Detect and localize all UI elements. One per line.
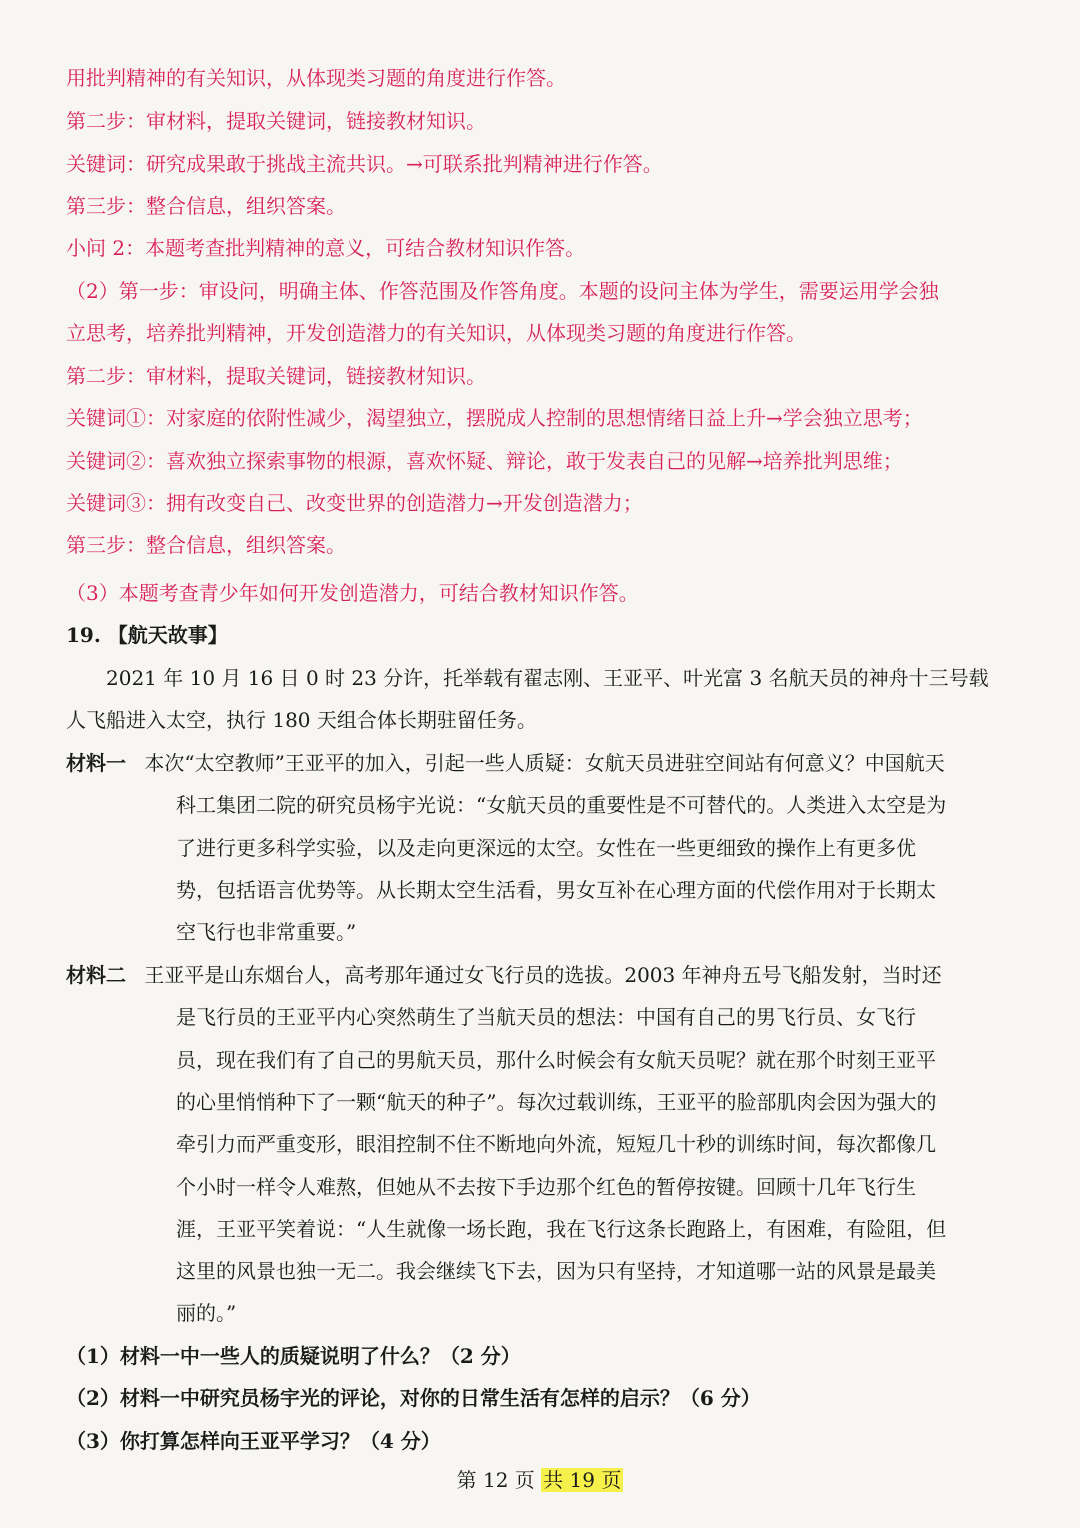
analysis-line: 小问 2：本题考查批判精神的意义，可结合教材知识作答。 (66, 236, 586, 260)
material-line: 的心里悄悄种下了一颗“航天的种子”。每次过载训练，王亚平的脸部肌肉会因为强大的 (176, 1090, 937, 1114)
material-line: 科工集团二院的研究员杨宇光说：“女航天员的重要性是不可替代的。人类进入太空是为 (176, 793, 947, 817)
material-two (66, 961, 1020, 989)
intro-line: 2021 年 10 月 16 日 0 时 23 分许，托举载有翟志刚、王亚平、叶光富 3 名航天员的神舟十三号载 (106, 666, 989, 690)
material-line: 丽的。” (176, 1301, 237, 1325)
intro-line: 人飞船进入太空，执行 180 天组合体长期驻留任务。 (66, 708, 537, 732)
analysis-line: （3）本题考查青少年如何开发创造潜力，可结合教材知识作答。 (66, 581, 639, 605)
material-two-text: 王亚平是山东烟台人，高考那年通过女飞行员的选拔。2003 年神舟五号飞船发射，当时还 (144, 963, 942, 987)
question-title: 19. 【航天故事】 (66, 623, 228, 647)
analysis-line: 关键词：研究成果敢于挑战主流共识。→可联系批判精神进行作答。 (66, 152, 663, 176)
analysis-line: 第二步：审材料，提取关键词，链接教材知识。 (66, 109, 486, 133)
material-line: 了进行更多科学实验，以及走向更深远的太空。女性在一些更细致的操作上有更多优 (176, 836, 916, 860)
sub-question-2: （2）材料一中研究员杨宇光的评论，对你的日常生活有怎样的启示？（6 分） (66, 1386, 761, 1410)
page-footer (0, 1466, 1080, 1494)
analysis-line: 第三步：整合信息，组织答案。 (66, 533, 346, 557)
analysis-line: 关键词①：对家庭的依附性减少，渴望独立，摆脱成人控制的思想情绪日益上升→学会独立思考； (66, 406, 923, 430)
page-number: 第 12 页 (456, 1468, 535, 1492)
analysis-line: 关键词②：喜欢独立探索事物的根源，喜欢怀疑、辩论，敢于发表自己的见解→培养批判思维； (66, 449, 903, 473)
material-one-text: 本次“太空教师”王亚平的加入，引起一些人质疑：女航天员进驻空间站有何意义？中国航天 (144, 751, 945, 775)
material-line: 涯，王亚平笑着说：“人生就像一场长跑，我在飞行这条长跑路上，有困难，有险阻，但 (176, 1217, 947, 1241)
material-line: 员，现在我们有了自己的男航天员，那什么时候会有女航天员呢？就在那个时刻王亚平 (176, 1048, 936, 1072)
material-two-label: 材料二 (66, 963, 126, 987)
sub-question-3: （3）你打算怎样向王亚平学习？（4 分） (66, 1429, 441, 1453)
analysis-line: 用批判精神的有关知识，从体现类习题的角度进行作答。 (66, 66, 566, 90)
sub-question-1: （1）材料一中一些人的质疑说明了什么？（2 分） (66, 1344, 521, 1368)
material-line: 牵引力而严重变形，眼泪控制不住不断地向外流，短短几十秒的训练时间，每次都像几 (176, 1132, 936, 1156)
analysis-line: 第三步：整合信息，组织答案。 (66, 194, 346, 218)
analysis-line: 立思考，培养批判精神，开发创造潜力的有关知识，从体现类习题的角度进行作答。 (66, 321, 806, 345)
analysis-line: 第二步：审材料，提取关键词，链接教材知识。 (66, 364, 486, 388)
material-line: 是飞行员的王亚平内心突然萌生了当航天员的想法：中国有自己的男飞行员、女飞行 (176, 1005, 916, 1029)
material-line: 这里的风景也独一无二。我会继续飞下去，因为只有坚持，才知道哪一站的风景是最美 (176, 1259, 936, 1283)
material-one-label: 材料一 (66, 751, 126, 775)
material-one (66, 749, 1020, 777)
material-line: 空飞行也非常重要。” (176, 920, 357, 944)
material-line: 个小时一样令人难熬，但她从不去按下手边那个红色的暂停按键。回顾十几年飞行生 (176, 1175, 916, 1199)
analysis-line: 关键词③：拥有改变自己、改变世界的创造潜力→开发创造潜力； (66, 491, 643, 515)
analysis-line: （2）第一步：审设问，明确主体、作答范围及作答角度。本题的设问主体为学生，需要运用学会独 (66, 279, 939, 303)
material-line: 势，包括语言优势等。从长期太空生活看，男女互补在心理方面的代偿作用对于长期太 (176, 878, 936, 902)
page-total: 共 19 页 (543, 1468, 622, 1492)
